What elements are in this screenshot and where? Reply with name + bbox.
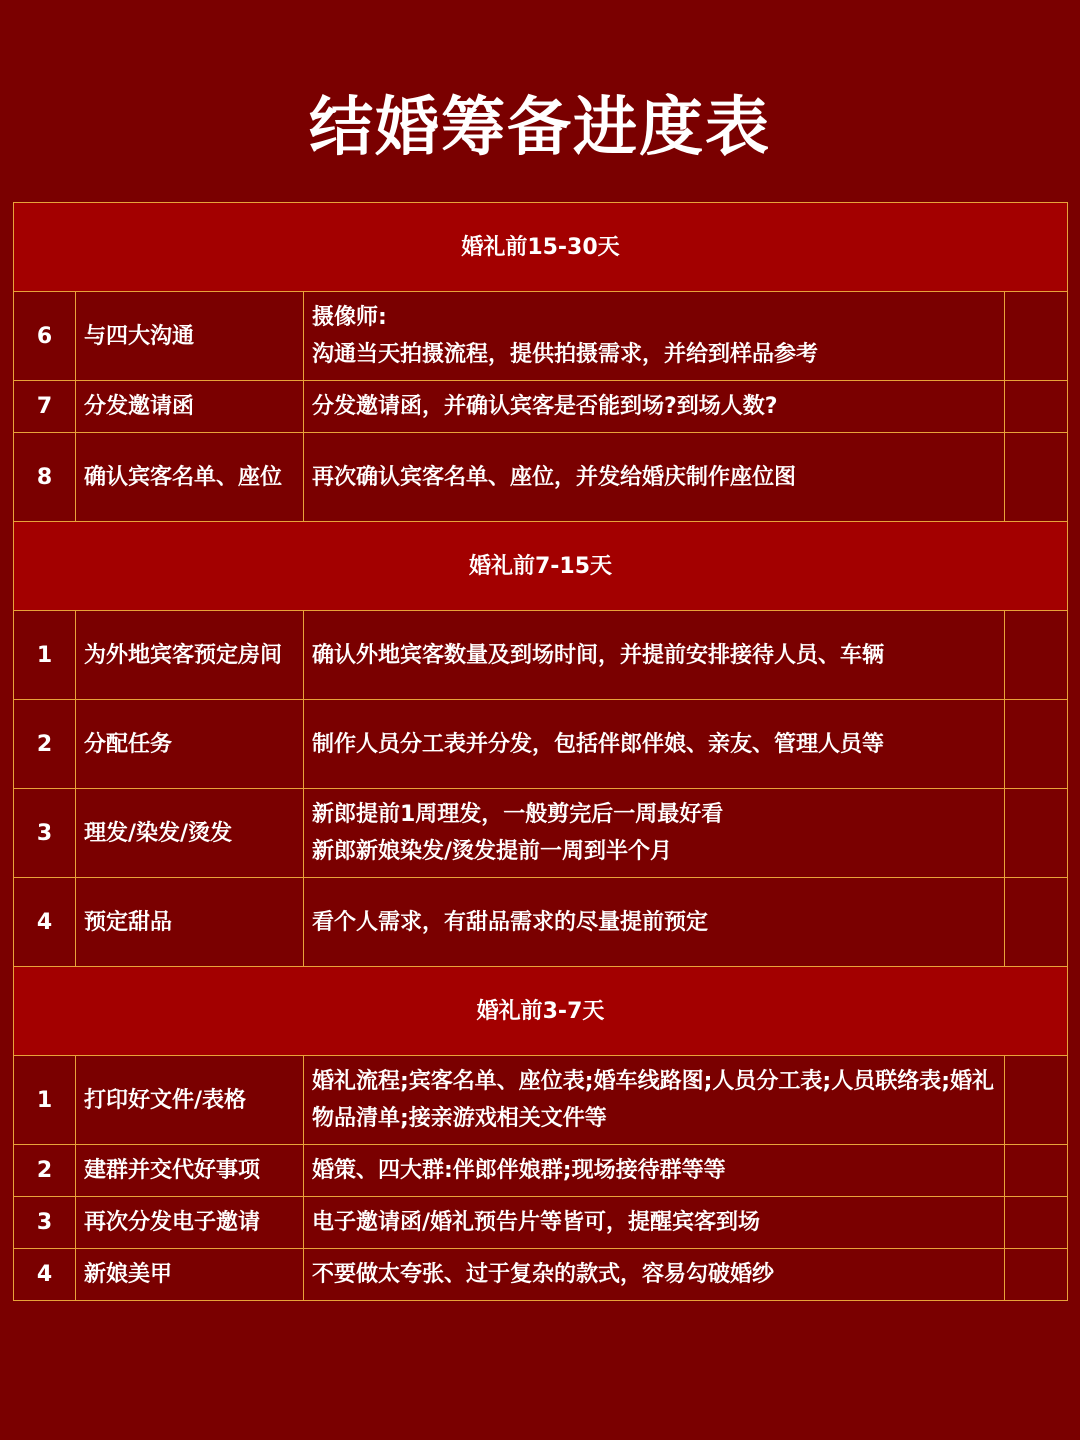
table-row [14,433,1068,522]
status-cell[interactable] [1005,611,1068,700]
table-row [14,700,1068,789]
row-number: 6 [14,292,76,381]
detail-line: 看个人需求，有甜品需求的尽量提前预定 [312,909,709,935]
task-name: 分发邀请函 [76,381,304,433]
section-header-row [14,967,1068,1056]
status-cell[interactable] [1005,789,1068,878]
task-detail [304,700,1005,789]
detail-line: 制作人员分工表并分发，包括伴郎伴娘、亲友、管理人员等 [312,731,885,757]
status-cell[interactable] [1005,433,1068,522]
detail-line: 新郎新娘染发/烫发提前一周到半个月 [312,839,673,864]
task-detail [304,381,1005,433]
task-name: 为外地宾客预定房间 [76,611,304,700]
row-number: 4 [14,1249,76,1301]
task-detail [304,1145,1005,1197]
task-name: 新娘美甲 [76,1249,304,1301]
task-detail [304,1056,1005,1145]
schedule-table [13,202,1068,1301]
detail-line: 婚策、四大群:伴郎伴娘群;现场接待群等等 [312,1158,726,1183]
detail-line: 婚礼流程;宾客名单、座位表;婚车线路图;人员分工表;人员联络表;婚礼物品清单;接亲游戏相关文件等 [312,1069,994,1131]
detail-line: 新郎提前1周理发，一般剪完后一周最好看 [312,802,724,827]
task-name: 打印好文件/表格 [76,1056,304,1145]
status-cell[interactable] [1005,878,1068,967]
detail-line: 分发邀请函，并确认宾客是否能到场?到场人数? [312,394,778,419]
status-cell[interactable] [1005,1249,1068,1301]
row-number: 8 [14,433,76,522]
task-name: 理发/染发/烫发 [76,789,304,878]
detail-line: 沟通当天拍摄流程，提供拍摄需求，并给到样品参考 [312,342,819,367]
table-row [14,789,1068,878]
section-header: 婚礼前15-30天 [14,203,1068,292]
section-header: 婚礼前3-7天 [14,967,1068,1056]
table-row [14,1145,1068,1197]
row-number: 1 [14,1056,76,1145]
task-detail [304,878,1005,967]
task-name: 再次分发电子邀请 [76,1197,304,1249]
status-cell[interactable] [1005,1197,1068,1249]
row-number: 4 [14,878,76,967]
status-cell[interactable] [1005,700,1068,789]
task-detail [304,292,1005,381]
status-cell[interactable] [1005,292,1068,381]
section-header-row [14,522,1068,611]
page-title: 结婚筹备进度表 [309,91,771,165]
section-header-row [14,203,1068,292]
detail-line: 不要做太夸张、过于复杂的款式，容易勾破婚纱 [312,1262,775,1287]
row-number: 3 [14,789,76,878]
table-row [14,381,1068,433]
status-cell[interactable] [1005,381,1068,433]
table-row [14,292,1068,381]
table-row [14,878,1068,967]
task-detail [304,1197,1005,1249]
task-name: 建群并交代好事项 [76,1145,304,1197]
row-number: 7 [14,381,76,433]
task-detail [304,611,1005,700]
detail-line: 确认外地宾客数量及到场时间，并提前安排接待人员、车辆 [312,642,885,668]
status-cell[interactable] [1005,1056,1068,1145]
task-name: 预定甜品 [76,878,304,967]
task-name: 确认宾客名单、座位 [76,433,304,522]
detail-line: 摄像师: [312,305,387,330]
table-row [14,1249,1068,1301]
row-number: 1 [14,611,76,700]
task-detail [304,1249,1005,1301]
task-detail [304,789,1005,878]
status-cell[interactable] [1005,1145,1068,1197]
row-number: 3 [14,1197,76,1249]
detail-line: 电子邀请函/婚礼预告片等皆可，提醒宾客到场 [312,1210,761,1235]
detail-line: 再次确认宾客名单、座位，并发给婚庆制作座位图 [312,464,797,490]
row-number: 2 [14,700,76,789]
table-row [14,1056,1068,1145]
table-row [14,1197,1068,1249]
task-name: 分配任务 [76,700,304,789]
table-row [14,611,1068,700]
task-detail [304,433,1005,522]
section-header: 婚礼前7-15天 [14,522,1068,611]
row-number: 2 [14,1145,76,1197]
task-name: 与四大沟通 [76,292,304,381]
